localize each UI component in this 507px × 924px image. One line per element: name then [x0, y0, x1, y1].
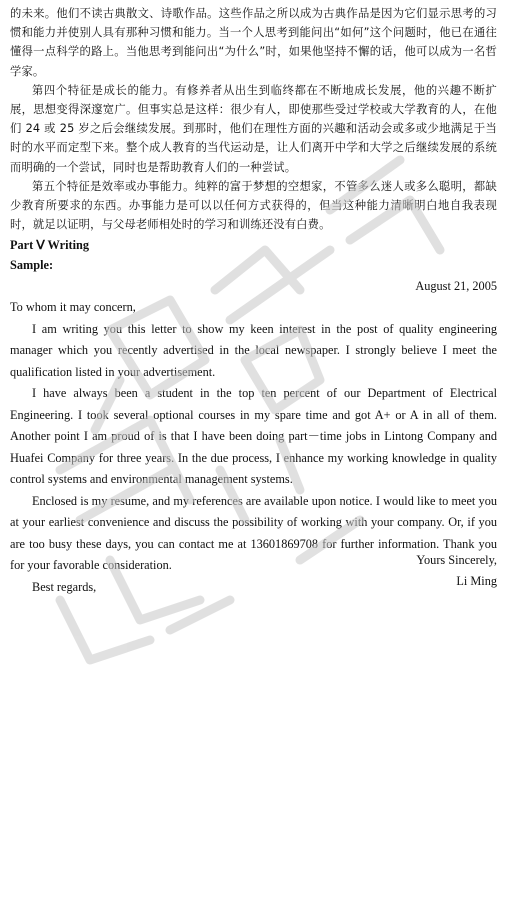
chinese-paragraph-1: 的未来。他们不读古典散文、诗歌作品。这些作品之所以成为古典作品是因为它们显示思考的习惯和能力并使别人具有那种习惯和能力。当一个人思考到能问出“如何”这个问题时，他已在通往懂得一点科学的路上。当他思考到能问出“为什么”时，如果他坚持不懈的话，他可以成为一名哲学家。 — [10, 7, 497, 78]
letter-paragraph-1: I am writing you this letter to show my keen interest in the post of quality engineering manager which you recently advertised in the local newspaper. I strongly believe I meet the qualification listed in your advertisement. — [10, 321, 497, 379]
letter-signoff: Yours Sincerely, — [416, 553, 497, 567]
chinese-paragraph-3: 第五个特征是效率或办事能力。纯粹的富于梦想的空想家，不管多么迷人或多么聪明，都缺少教育所要求的东西。办事能力是可以以任何方式获得的，但当这种能力清晰明白地自我表现时，就足以证明，与父母老师相处时的学习和训练还没有白费。 — [10, 179, 497, 232]
letter-closing: Best regards, — [32, 579, 97, 594]
section-heading: Part Ⅴ Writing — [10, 238, 89, 252]
letter-salutation: To whom it may concern, — [10, 300, 136, 314]
letter-paragraph-2: I have always been a student in the top ten percent of our Department of Electrical Engineering. I took several optional courses in my spare time and got A+ or A in all of them. Another point I am proud of is that I have been doing part－time jobs in Lintong Company and Huafei Company for three years. In the due process, I enhance my working knowledge in quality control systems and environmental management systems. — [10, 386, 497, 486]
chinese-paragraph-2: 第四个特征是成长的能力。有修养者从出生到临终都在不断地成长发展，他的兴趣不断扩展，思想变得深邃宽广。但事实总是这样：很少有人，即使那些受过学校或大学教育的人，在他们 24 或 25 岁之后会继续发展。到那时，他们在理性方面的兴趣和活动会或多或少地满足于当时的水平而定型下来。整个成人教育的当代运动是，让人们离开中学和大学之后继续发展的系统而明确的一个尝试，同时也是帮助教育人们的一种尝试。 — [10, 83, 497, 174]
letter-signature: Li Ming — [456, 574, 497, 588]
sample-label: Sample: — [10, 258, 54, 272]
letter-paragraph-3: Enclosed is my resume, and my references are available upon notice. I would like to meet you at your earliest convenience and discuss the possibility of working with your company. Or, if you are too busy these days, you can contact me at 13601869708 for further information. Thank you for your favorable consideration. — [10, 493, 497, 572]
letter-date: August 21, 2005 — [415, 279, 497, 293]
chinese-text-block — [10, 4, 497, 234]
